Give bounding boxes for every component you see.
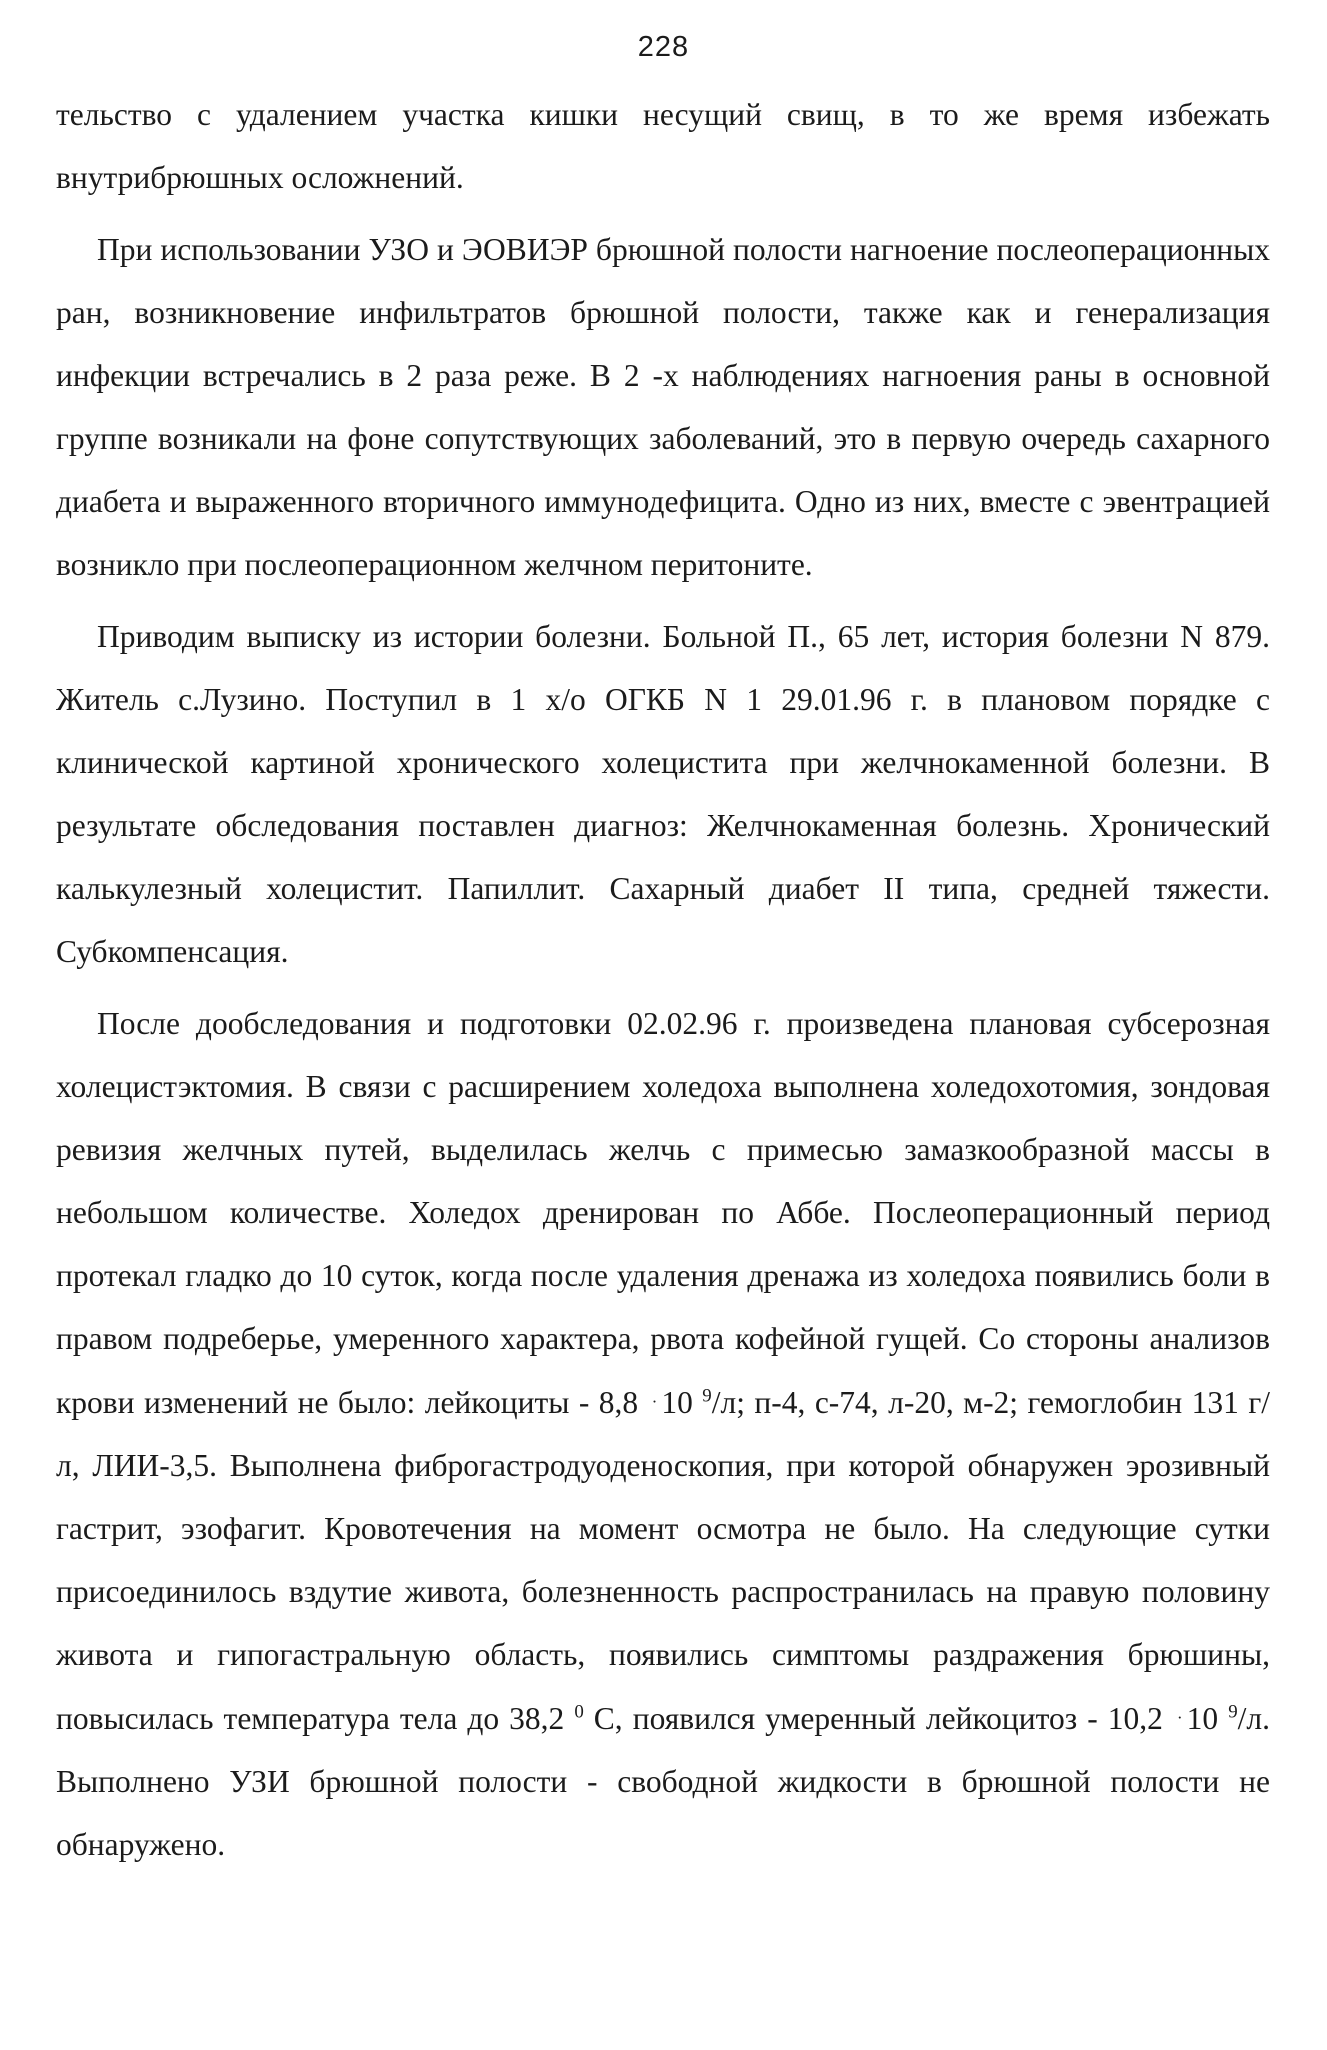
page-number: 228 [637, 31, 690, 63]
paragraph-complications: При использовании УЗО и ЭОВИЭР брюшной полости нагноение послеоперационных ран, возникновение инфильтратов брюшной полости, также как и генерализация инфекции встречались в 2 раза реже. В 2 -х наблюдениях нагноения раны в основной группе возникали на фоне сопутствующих заболеваний, это в первую очередь сахарного диабета и выраженного вторичного иммунодефицита. Одно из них, вместе с эвентрацией возникло при послеоперационном желчном перитоните. [56, 232, 1270, 582]
text-segment: /л. Выполнено УЗИ брюшной полости - свободной жидкости в брюшной полости не обнаружено. [56, 1701, 1270, 1863]
page-body [56, 83, 1270, 1876]
text-segment: С, появился умеренный лейкоцитоз - 10,2 [593, 1701, 1163, 1737]
text-segment: После дообследования и подготовки 02.02.96 г. произведена плановая субсерозная холецистэктомия. В связи с расширением холедоха выполнена холедохотомия, зондовая ревизия желчных путей, выделилась желчь с примесью замазкообразной массы в небольшом количестве. Холедох дренирован по Аббе. Послеоперационный период протекал гладко до 10 суток, когда после удаления дренажа из холедоха появились боли в правом подреберье, умеренного характера, рвота кофейной гущей. Со стороны анализов крови изменений не было: лейкоциты - 8,8 [56, 1006, 1270, 1421]
multiplication-dot: · [1176, 1708, 1183, 1728]
paragraph-case-history: Приводим выписку из истории болезни. Больной П., 65 лет, история болезни N 879. Житель с.Лузино. Поступил в 1 х/о ОГКБ N 1 29.01.96 г. в плановом порядке с клинической картиной хронического холецистита при желчнокаменной болезни. В результате обследования поставлен диагноз: Желчнокаменная болезнь. Хронический калькулезный холецистит. Папиллит. Сахарный диабет II типа, средней тяжести. Субкомпенсация. [56, 619, 1270, 969]
superscript: 9 [1228, 1701, 1238, 1723]
paragraph-postoperative-course [56, 992, 1270, 1876]
superscript: 9 [702, 1385, 712, 1407]
text-segment: 10 [661, 1385, 693, 1421]
paragraph-continuation: тельство с удалением участка кишки несущий свищ, в то же время избежать внутрибрюшных осложнений. [56, 97, 1270, 195]
multiplication-dot: · [651, 1392, 658, 1411]
text-segment: /л; п-4, с-74, л-20, м-2; гемоглобин 131 г/л, ЛИИ-3,5. Выполнена фиброгастродуоденоскопия, при которой обнаружен эрозивный гастрит, эзофагит. Кровотечения на момент осмотра не было. На следующие сутки присоединилось вздутие живота, болезненность распространилась на правую половину живота и гипогастральную область, появились симптомы раздражения брюшины, повысилась температура тела до 38,2 [56, 1385, 1270, 1737]
superscript: 0 [574, 1701, 584, 1723]
text-segment: 10 [1186, 1701, 1219, 1737]
